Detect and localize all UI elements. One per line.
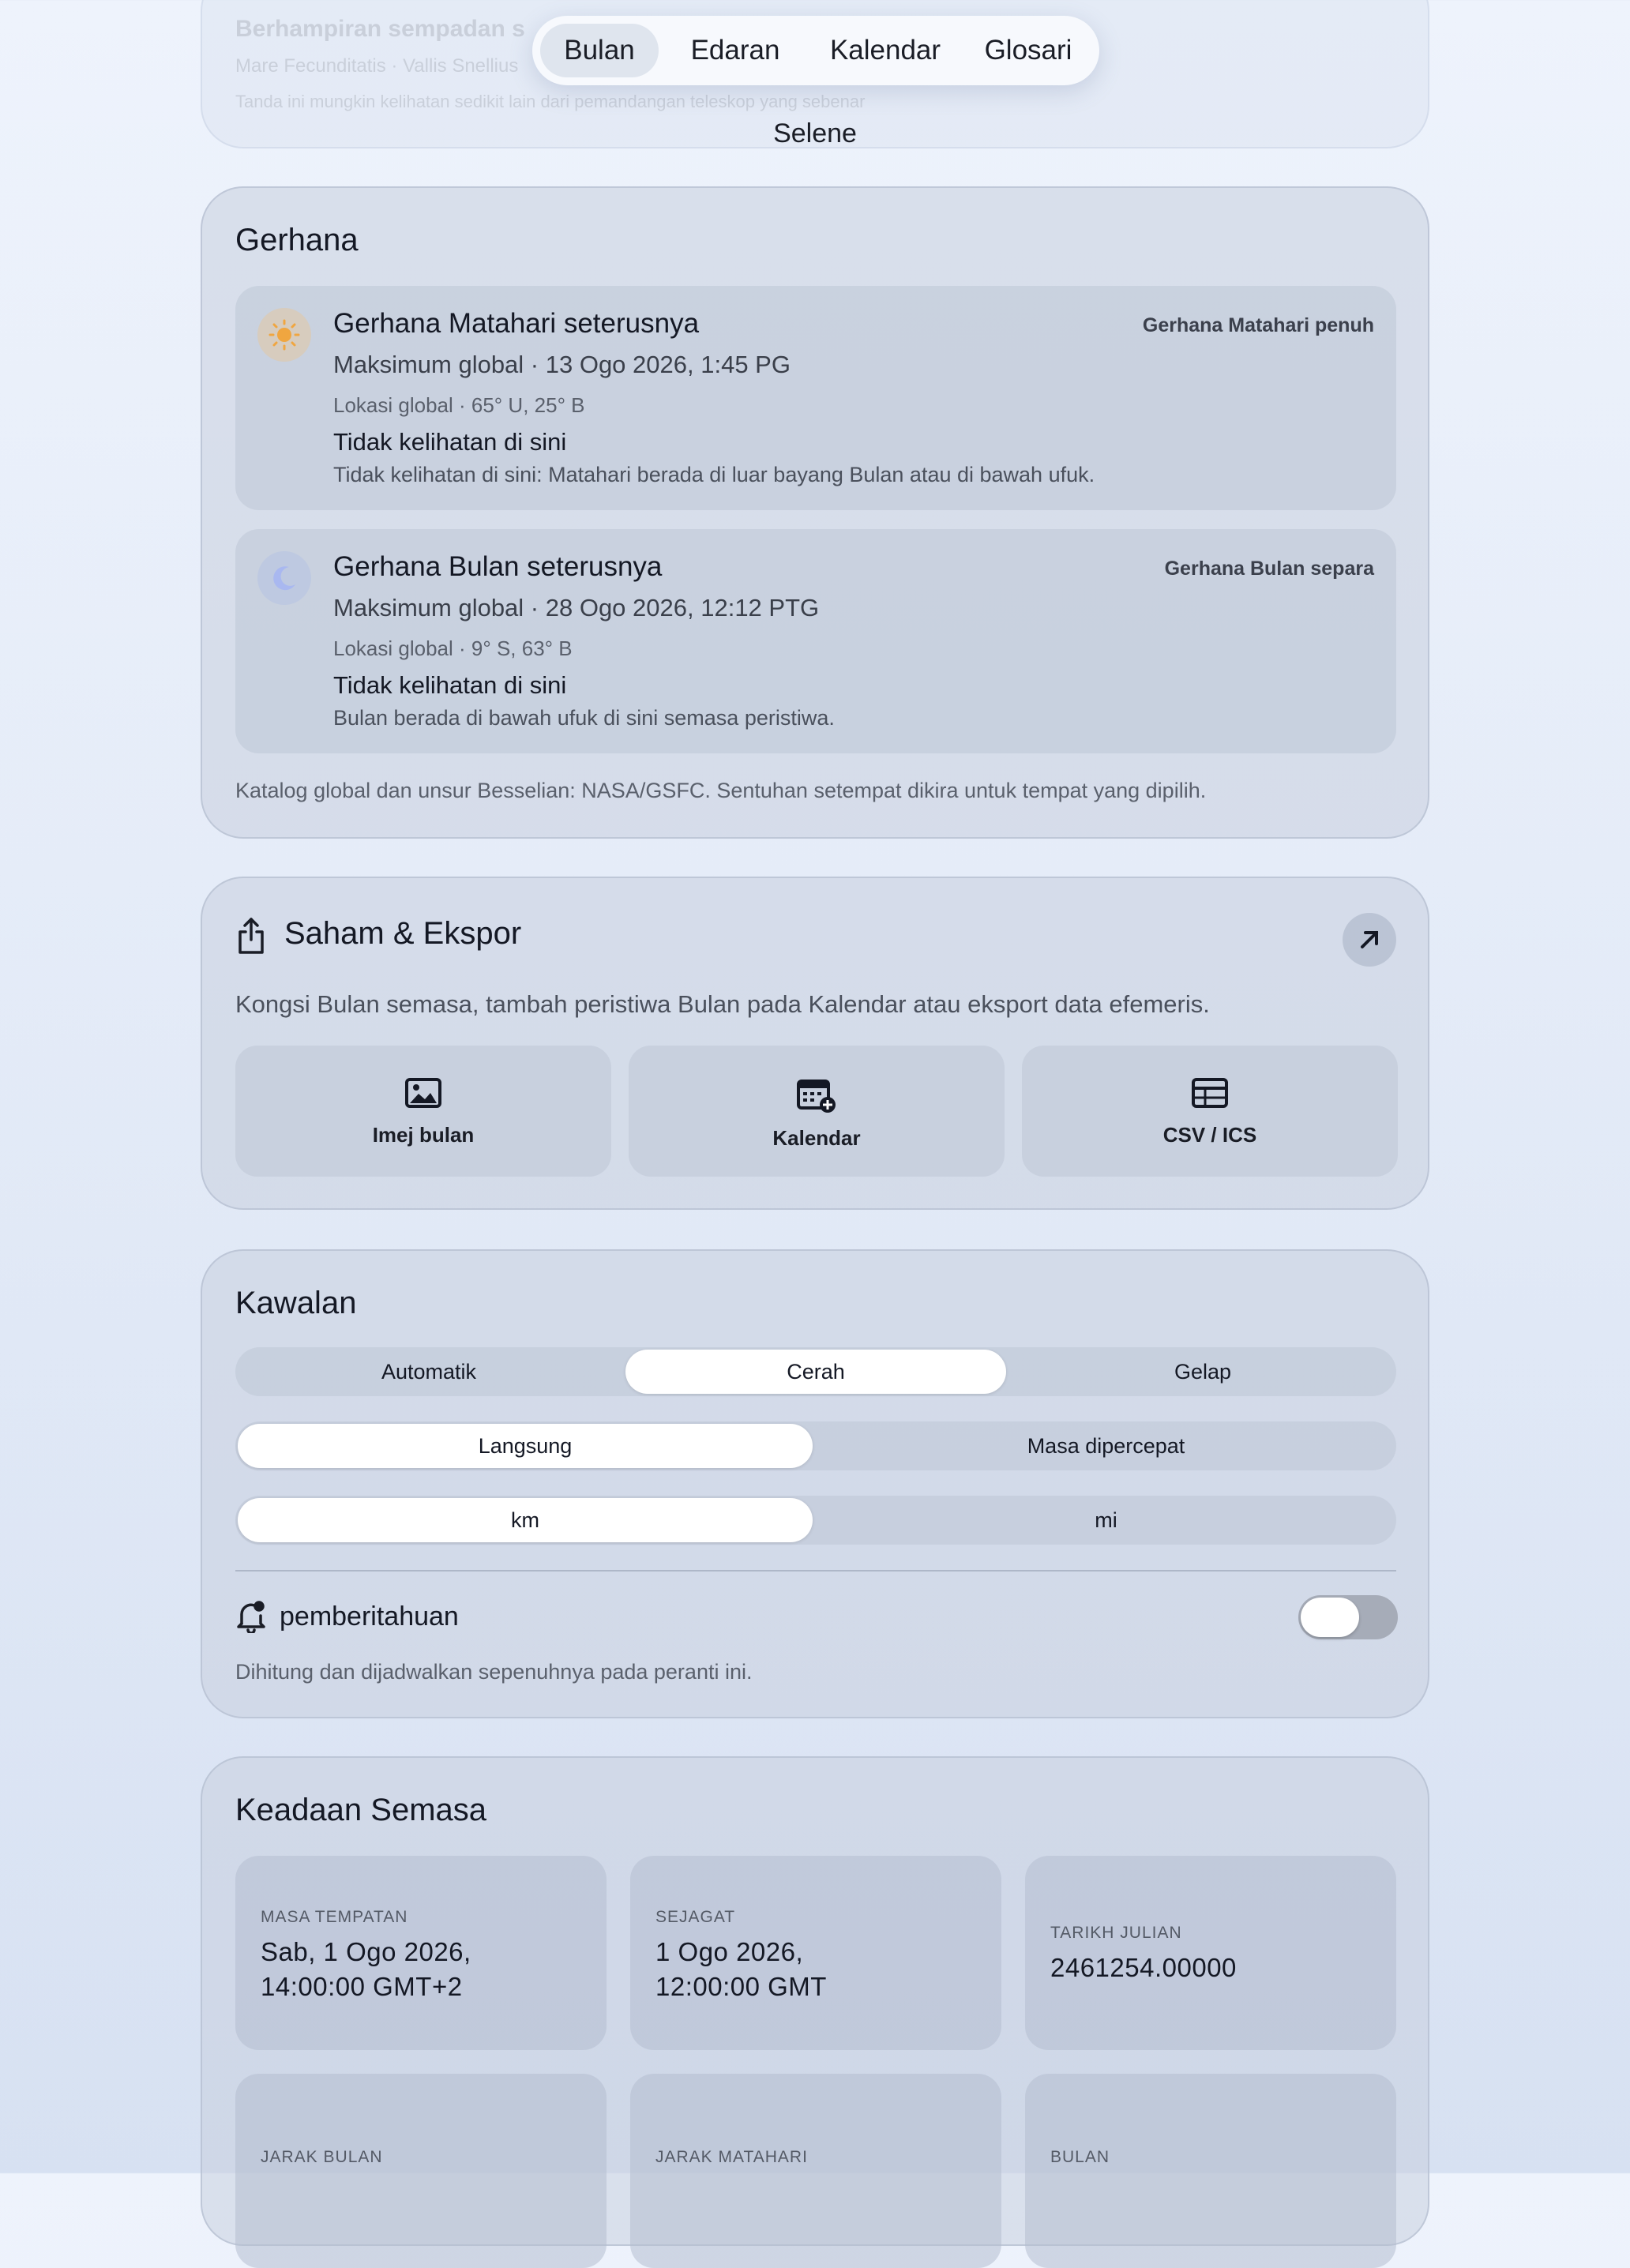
lunar-eclipse-note: Bulan berada di bawah ufuk di sini semasa peristiwa.	[333, 706, 835, 730]
tile-julian-date	[1025, 1856, 1396, 2050]
controls-card-title: Kawalan	[235, 1286, 357, 1320]
moon-image-button[interactable]	[235, 1046, 611, 1177]
ghost-note: Tanda ini mungkin kelihatan sedikit lain dari pemandangan teleskop yang sebenar	[235, 92, 866, 111]
units-mi[interactable]: mi	[1095, 1508, 1117, 1532]
tile-label: JARAK MATAHARI	[655, 2148, 808, 2166]
time-mode-live[interactable]: Langsung	[238, 1424, 813, 1468]
lunar-eclipse-type: Gerhana Bulan separa	[1164, 558, 1374, 580]
solar-eclipse-visibility: Tidak kelihatan di sini	[333, 428, 567, 456]
bell-icon	[235, 1598, 267, 1633]
sun-icon	[257, 308, 311, 362]
eclipse-source-note: Katalog global dan unsur Besselian: NASA/GSFC. Sentuhan setempat dikira untuk tempat yang dipilih.	[235, 779, 1207, 802]
csv-ics-label: CSV / ICS	[1162, 1123, 1257, 1147]
tab-edaran[interactable]: Edaran	[690, 35, 780, 66]
app-title: Selene	[773, 118, 857, 148]
lunar-eclipse-item[interactable]	[235, 529, 1396, 753]
tile-moon	[1025, 2074, 1396, 2268]
divider	[235, 1570, 1396, 1571]
top-tab-bar	[532, 16, 1099, 85]
appearance-option-light[interactable]: Cerah	[625, 1350, 1006, 1394]
tile-universal-time	[630, 1856, 1001, 2050]
tile-local-time	[235, 1856, 607, 2050]
tile-label: MASA TEMPATAN	[261, 1908, 408, 1926]
tile-value-line1: Sab, 1 Ogo 2026,	[261, 1937, 471, 1966]
time-mode-accelerated[interactable]: Masa dipercepat	[1027, 1434, 1185, 1458]
current-state-card	[201, 1756, 1429, 2246]
tile-value-line2: 12:00:00 GMT	[655, 1972, 827, 2001]
calendar-button[interactable]	[629, 1046, 1005, 1177]
solar-eclipse-item[interactable]	[235, 286, 1396, 510]
table-icon	[1022, 1077, 1398, 1113]
solar-eclipse-location: Lokasi global · 65° U, 25° B	[333, 393, 585, 417]
notifications-label: pemberitahuan	[280, 1601, 459, 1632]
solar-eclipse-title: Gerhana Matahari seterusnya	[333, 308, 700, 339]
appearance-option-dark[interactable]: Gelap	[1174, 1360, 1232, 1384]
tile-moon-distance	[235, 2074, 607, 2268]
lunar-eclipse-max: Maksimum global · 28 Ogo 2026, 12:12 PTG	[333, 594, 820, 621]
calendar-label: Kalendar	[772, 1126, 861, 1150]
tile-label: SEJAGAT	[655, 1908, 736, 1926]
tab-kalendar[interactable]: Kalendar	[829, 35, 941, 66]
image-icon	[235, 1077, 611, 1113]
tab-glosari[interactable]: Glosari	[984, 35, 1072, 66]
open-share-button[interactable]	[1343, 913, 1396, 967]
tile-label: BULAN	[1050, 2148, 1110, 2166]
tile-label: JARAK BULAN	[261, 2148, 383, 2166]
appearance-segmented-control	[235, 1347, 1396, 1396]
controls-card	[201, 1249, 1429, 1718]
tile-value-line2: 14:00:00 GMT+2	[261, 1972, 463, 2001]
notifications-toggle[interactable]	[1298, 1595, 1398, 1639]
eclipse-card-title: Gerhana	[235, 223, 359, 257]
solar-eclipse-type: Gerhana Matahari penuh	[1142, 314, 1374, 336]
share-description: Kongsi Bulan semasa, tambah peristiwa Bulan pada Kalendar atau eksport data efemeris.	[235, 990, 1210, 1018]
lunar-eclipse-visibility: Tidak kelihatan di sini	[333, 671, 567, 699]
eclipse-card	[201, 186, 1429, 839]
tile-sun-distance	[630, 2074, 1001, 2268]
toggle-knob	[1301, 1598, 1359, 1637]
tile-label: TARIKH JULIAN	[1050, 1924, 1182, 1942]
solar-eclipse-note: Tidak kelihatan di sini: Matahari berada di luar bayang Bulan atau di bawah ufuk.	[333, 463, 1095, 486]
lunar-eclipse-title: Gerhana Bulan seterusnya	[333, 551, 663, 582]
moon-icon	[257, 551, 311, 605]
units-km[interactable]: km	[238, 1498, 813, 1542]
tile-value-line1: 1 Ogo 2026,	[655, 1937, 804, 1966]
ghost-title: Berhampiran sempadan s	[235, 16, 525, 42]
tab-bulan[interactable]: Bulan	[540, 24, 659, 77]
arrow-up-right-icon	[1343, 913, 1396, 967]
share-export-card	[201, 877, 1429, 1210]
solar-eclipse-max: Maksimum global · 13 Ogo 2026, 1:45 PG	[333, 351, 791, 378]
csv-ics-button[interactable]	[1022, 1046, 1398, 1177]
lunar-eclipse-location: Lokasi global · 9° S, 63° B	[333, 636, 573, 660]
appearance-option-auto[interactable]: Automatik	[381, 1360, 477, 1384]
units-segmented-control	[235, 1496, 1396, 1545]
moon-image-label: Imej bulan	[372, 1123, 475, 1147]
notifications-note: Dihitung dan dijadwalkan sepenuhnya pada peranti ini.	[235, 1660, 753, 1684]
share-card-title: Saham & Ekspor	[284, 916, 522, 951]
ghost-subtitle: Mare Fecunditatis · Vallis Snellius	[235, 55, 519, 77]
calendar-add-icon	[629, 1077, 1005, 1117]
tile-value-line1: 2461254.00000	[1050, 1953, 1237, 1982]
current-state-title: Keadaan Semasa	[235, 1793, 487, 1827]
time-mode-segmented-control	[235, 1421, 1396, 1470]
share-icon	[235, 916, 267, 956]
